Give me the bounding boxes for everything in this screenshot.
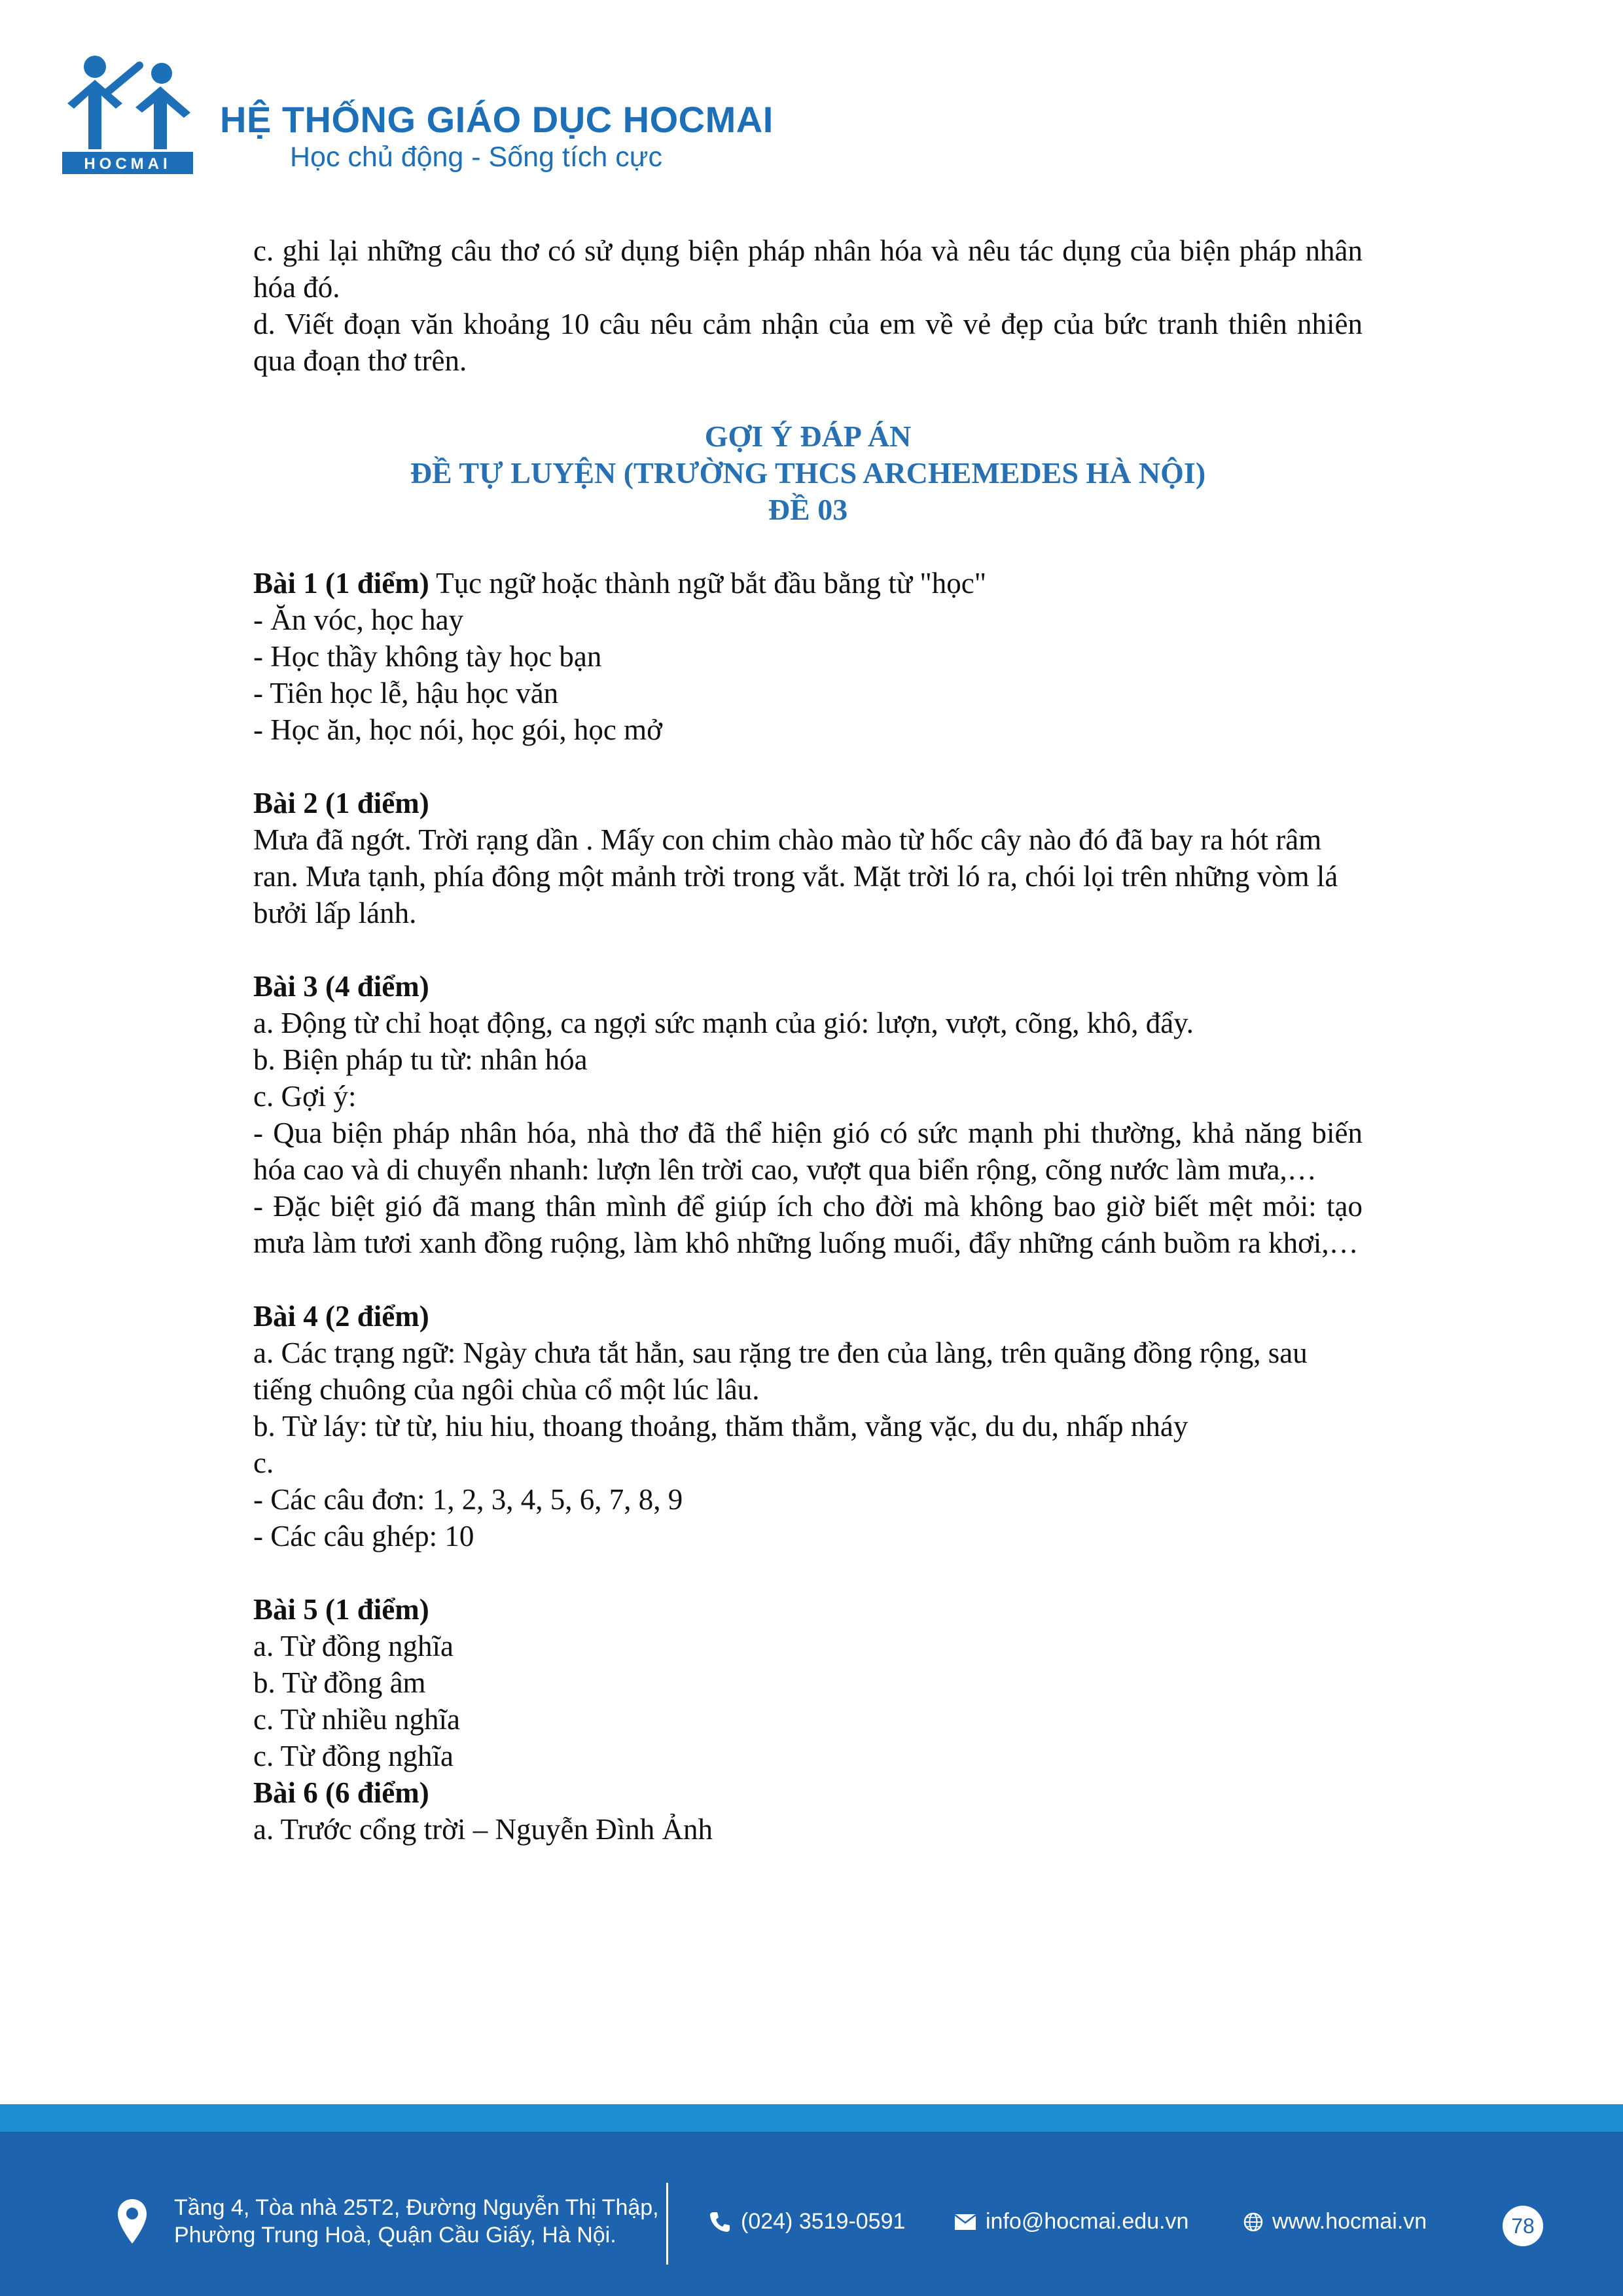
bai4-a: a. Các trạng ngữ: Ngày chưa tắt hẳn, sau rặng tre đen của làng, trên quãng đồng rộng, sau tiếng chuông của ngôi chùa cổ một lúc lâu. — [253, 1336, 1308, 1406]
bai4-title: Bài 4 (2 điểm) — [253, 1300, 429, 1333]
location-pin-icon — [116, 2198, 148, 2245]
answer-heading — [253, 418, 1363, 528]
bai2-text: Mưa đã ngớt. Trời rạng dần . Mấy con chim chào mào từ hốc cây nào đó đã bay ra hót râm ran. Mưa tạnh, phía đông một mảnh trời trong vắt. Mặt trời ló ra, chói lọi trên những vòm lá bưởi lấp lánh. — [253, 823, 1338, 929]
footer-divider — [666, 2183, 668, 2265]
brand-slogan: Học chủ động - Sống tích cực — [290, 141, 662, 173]
bai3-c: c. Gợi ý: — [253, 1080, 357, 1113]
list-item: c. Từ nhiều nghĩa — [253, 1703, 460, 1736]
bai3-p2: - Đặc biệt gió đã mang thân mình để giúp ích cho đời mà không bao giờ biết mệt mỏi: tạo mưa làm tươi xanh đồng ruộng, làm khô những luống muối, đẩy những cánh buồm ra khơi,… — [253, 1190, 1363, 1259]
website-text: www.hocmai.vn — [1272, 2209, 1427, 2234]
address-line-1: Tầng 4, Tòa nhà 25T2, Đường Nguyễn Thị Thập, — [174, 2195, 659, 2220]
list-item: - Tiên học lễ, hậu học văn — [253, 677, 559, 709]
list-item: - Học ăn, học nói, học gói, học mở — [253, 713, 662, 746]
globe-icon — [1243, 2212, 1263, 2232]
footer-email[interactable] — [954, 2209, 1188, 2234]
bai1-title: Bài 1 (1 điểm) — [253, 567, 429, 600]
logo-text: HOCMAI — [84, 155, 171, 173]
list-item: c. Từ đồng nghĩa — [253, 1740, 454, 1772]
bai1-desc: Tục ngữ hoặc thành ngữ bắt đầu bằng từ "học" — [429, 567, 987, 600]
bai4-c1: - Các câu đơn: 1, 2, 3, 4, 5, 6, 7, 8, 9 — [253, 1483, 683, 1516]
bai3-p1: - Qua biện pháp nhân hóa, nhà thơ đã thể hiện gió có sức mạnh phi thường, khả năng biến hóa cao và di chuyển nhanh: lượn lên trời cao, vượt qua biển rộng, cõng nước làm mưa,… — [253, 1117, 1363, 1186]
question-c: c. ghi lại những câu thơ có sử dụng biện pháp nhân hóa và nêu tác dụng của biện pháp nhân hóa đó. — [253, 234, 1363, 304]
hocmai-logo — [62, 52, 196, 177]
bai5-title: Bài 5 (1 điểm) — [253, 1593, 429, 1626]
bai4-c: c. — [253, 1446, 274, 1479]
bai3-b: b. Biện pháp tu từ: nhân hóa — [253, 1043, 588, 1076]
list-item: - Ăn vóc, học hay — [253, 603, 464, 636]
page-number: 78 — [1503, 2206, 1543, 2246]
footer-website[interactable] — [1243, 2209, 1427, 2234]
footer — [0, 2132, 1623, 2296]
brand-title: HỆ THỐNG GIÁO DỤC HOCMAI — [220, 99, 774, 140]
footer-stripe — [0, 2104, 1623, 2132]
address-line-2: Phường Trung Hoà, Quận Cầu Giấy, Hà Nội. — [174, 2223, 616, 2248]
heading-line-2: ĐỀ TỰ LUYỆN (TRƯỜNG THCS ARCHEMEDES HÀ NỘI) — [410, 456, 1206, 490]
bai3-title: Bài 3 (4 điểm) — [253, 970, 429, 1003]
bai2-title: Bài 2 (1 điểm) — [253, 787, 429, 819]
document-body — [253, 232, 1363, 1848]
heading-line-1: GỢI Ý ĐÁP ÁN — [704, 420, 912, 453]
email-text: info@hocmai.edu.vn — [986, 2209, 1189, 2234]
bai1-header — [253, 565, 1363, 601]
phone-icon — [708, 2210, 732, 2234]
bai4-c2: - Các câu ghép: 10 — [253, 1520, 474, 1552]
phone-text: (024) 3519-0591 — [741, 2209, 906, 2234]
mail-icon — [954, 2214, 976, 2231]
bai6-a: a. Trước cổng trời – Nguyễn Đình Ảnh — [253, 1813, 713, 1846]
footer-phone[interactable] — [708, 2209, 905, 2234]
footer-address — [116, 2194, 659, 2249]
list-item: a. Từ đồng nghĩa — [253, 1630, 454, 1662]
bai4-b: b. Từ láy: từ từ, hiu hiu, thoang thoảng, thăm thẳm, vằng vặc, du du, nhấp nháy — [253, 1410, 1188, 1443]
heading-line-3: ĐỀ 03 — [768, 493, 848, 526]
question-d: d. Viết đoạn văn khoảng 10 câu nêu cảm nhận của em về vẻ đẹp của bức tranh thiên nhiên qua đoạn thơ trên. — [253, 308, 1363, 377]
bai6-title: Bài 6 (6 điểm) — [253, 1776, 429, 1809]
list-item: b. Từ đồng âm — [253, 1666, 426, 1699]
bai3-a: a. Động từ chỉ hoạt động, ca ngợi sức mạnh của gió: lượn, vượt, cõng, khô, đẩy. — [253, 1007, 1194, 1039]
list-item: - Học thầy không tày học bạn — [253, 640, 602, 673]
